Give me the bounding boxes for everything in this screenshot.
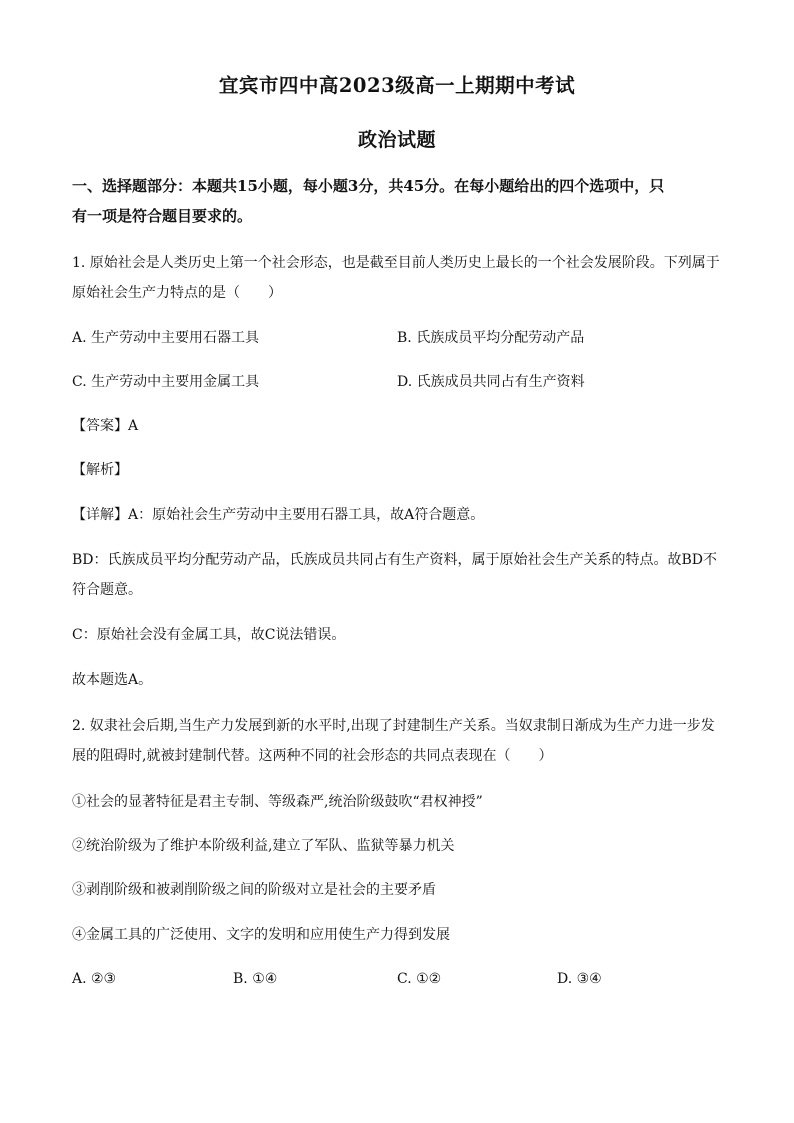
exam-title: 宜宾市四中高2023级高一上期期中考试 — [218, 74, 576, 97]
q1-answer: 【答案】A — [72, 418, 139, 434]
subject-title: 政治试题 — [357, 129, 436, 151]
q1-analysis-label: 【解析】 — [72, 462, 128, 478]
q2-item-1: ①社会的显著特征是君主专制、等级森严,统治阶级鼓吹“君权神授” — [72, 794, 483, 810]
q2-option-b: B. ①④ — [233, 971, 278, 987]
q2-item-3: ③剥削阶级和被剥削阶级之间的阶级对立是社会的主要矛盾 — [72, 882, 436, 898]
q2-option-a: A. ②③ — [72, 971, 117, 987]
section-instruction-line1: 一、选择题部分：本题共15小题，每小题3分，共45分。在每小题给出的四个选项中，只 — [72, 177, 665, 195]
q1-c-note: C：原始社会没有金属工具，故C说法错误。 — [72, 627, 346, 643]
q2-stem-line2: 展的阻碍时,就被封建制代替。这两种不同的社会形态的共同点表现在（ ） — [72, 748, 553, 764]
q1-conclusion: 故本题选A。 — [72, 672, 153, 688]
q1-option-d: D. 氏族成员共同占有生产资料 — [397, 374, 585, 390]
q1-stem-line1: 1. 原始社会是人类历史上第一个社会形态，也是截至目前人类历史上最长的一个社会发展阶段。下列属于 — [72, 255, 720, 271]
q1-stem-line2: 原始社会生产力特点的是（ ） — [72, 285, 282, 301]
q1-detail: 【详解】A：原始社会生产劳动中主要用石器工具，故A符合题意。 — [72, 507, 485, 523]
q1-option-a: A. 生产劳动中主要用石器工具 — [72, 330, 260, 346]
q1-bd-line1: BD：氏族成员平均分配劳动产品，氏族成员共同占有生产资料，属于原始社会生产关系的特点。故BD不 — [72, 552, 718, 568]
q2-item-4: ④金属工具的广泛使用、文字的发明和应用使生产力得到发展 — [72, 927, 450, 943]
q2-option-d: D. ③④ — [557, 971, 602, 987]
q2-stem-line1: 2. 奴隶社会后期,当生产力发展到新的水平时,出现了封建制生产关系。当奴隶制日渐成为生产力进一步发 — [72, 718, 715, 734]
q2-option-c: C. ①② — [397, 971, 442, 987]
q1-bd-line2: 符合题意。 — [72, 582, 142, 598]
q1-option-b: B. 氏族成员平均分配劳动产品 — [397, 330, 585, 346]
q1-option-c: C. 生产劳动中主要用金属工具 — [72, 374, 260, 390]
section-instruction-line2: 有一项是符合题目要求的。 — [72, 207, 253, 225]
q2-item-2: ②统治阶级为了维护本阶级利益,建立了军队、监狱等暴力机关 — [72, 838, 455, 854]
